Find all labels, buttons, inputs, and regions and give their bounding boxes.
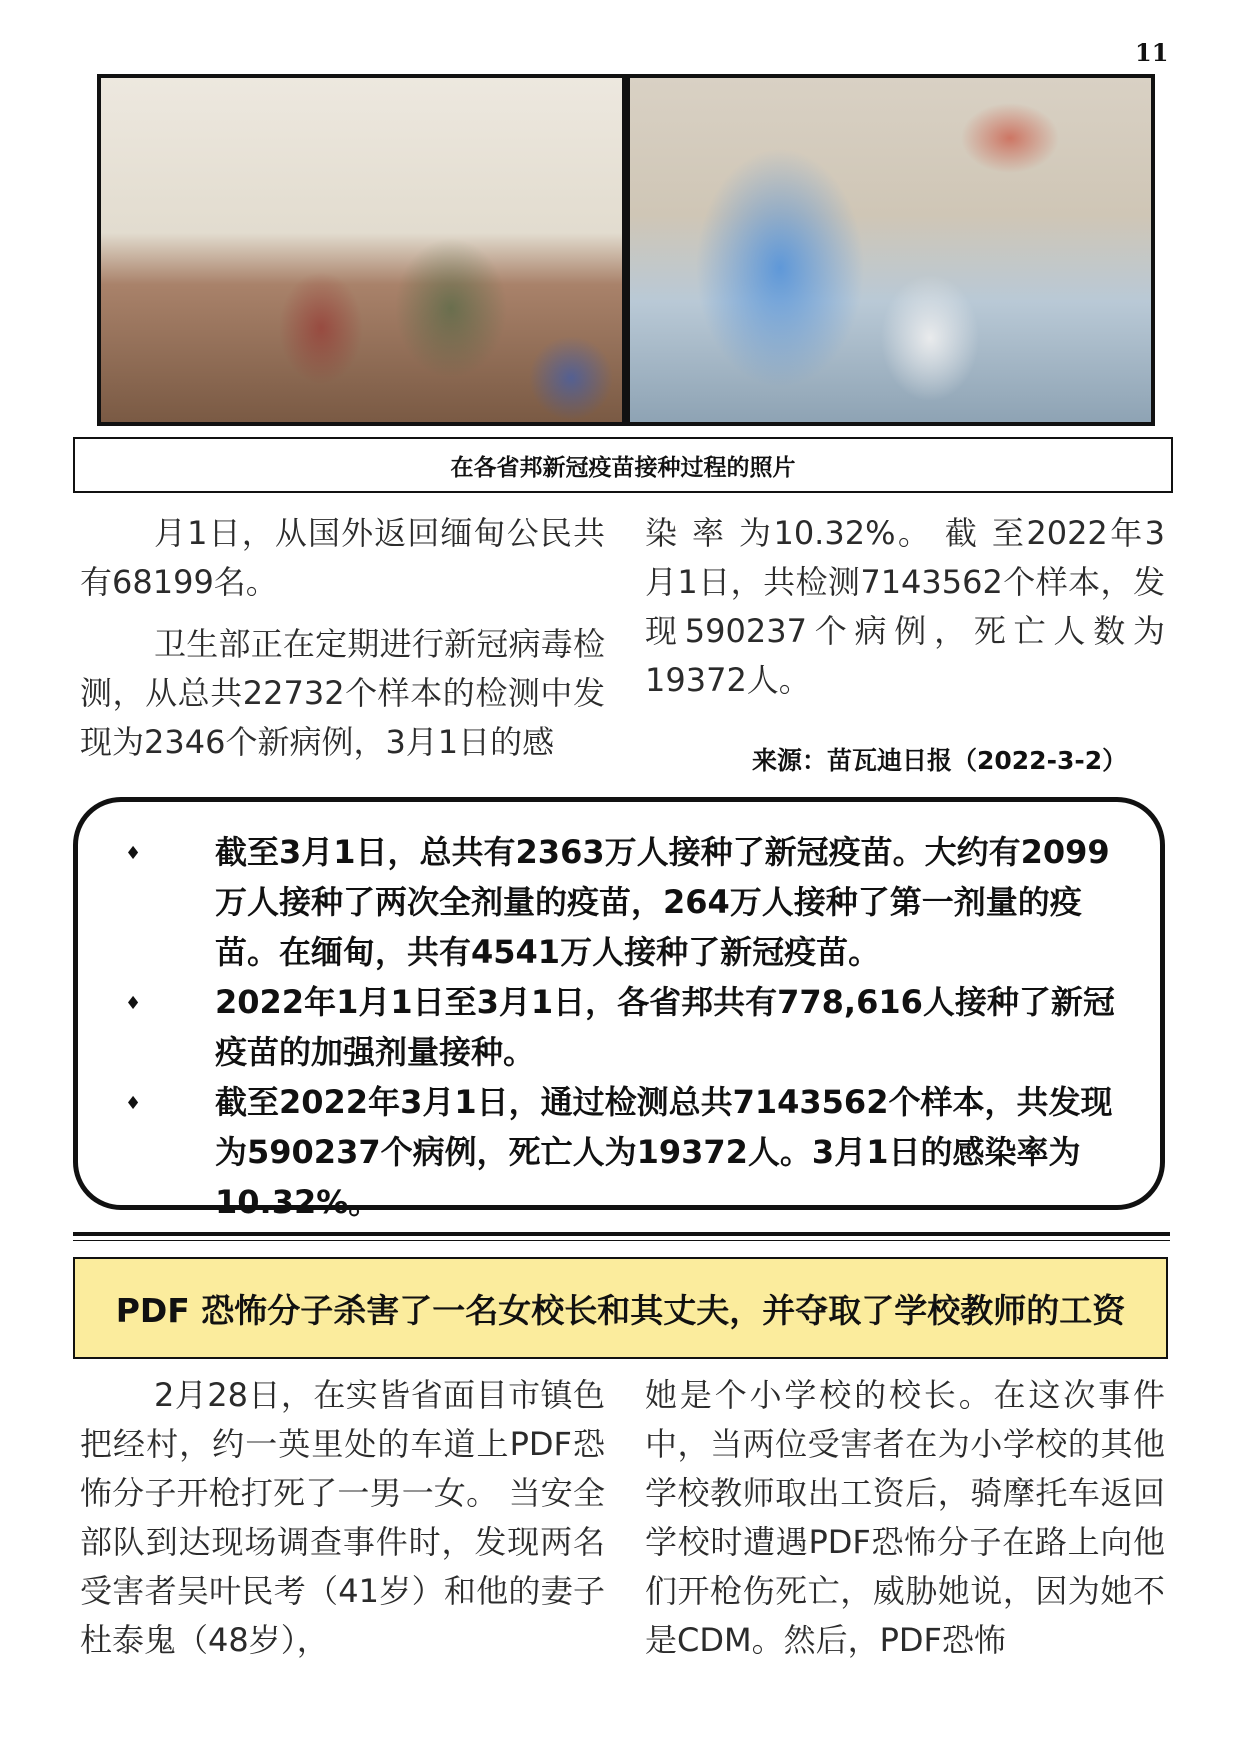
summary-item-text: 2022年1月1日至3月1日，各省邦共有778,616人接种了新冠疫苗的加强剂量接种。	[215, 983, 1115, 1071]
photo-strip	[97, 74, 1155, 426]
diamond-bullet-icon: ♦	[125, 993, 142, 1014]
summary-item	[98, 977, 1140, 1077]
article1-paragraph-3: 染 率 为10.32%。 截 至2022年3月1日，共检测7143562个样本，发现590237个病例，死亡人数为19372人。	[645, 514, 1165, 699]
summary-list	[98, 827, 1140, 1227]
summary-item	[98, 827, 1140, 977]
article1-left-column	[80, 509, 605, 767]
photo-caption: 在各省邦新冠疫苗接种过程的照片	[73, 437, 1173, 493]
section-divider-thin	[73, 1240, 1170, 1241]
article2-paragraph-2: 她是个小学校的校长。在这次事件中，当两位受害者在为小学校的其他学校教师取出工资后，骑摩托车返回学校时遭遇PDF恐怖分子在路上向他们开枪伤死亡，威胁她说，因为她不是CDM。然后，PDF恐怖	[645, 1376, 1165, 1659]
diamond-bullet-icon: ♦	[125, 1093, 142, 1114]
summary-item	[98, 1077, 1140, 1227]
page-number: 11	[1135, 38, 1169, 67]
vaccination-photo-right	[630, 78, 1151, 422]
article2-right-column	[645, 1371, 1165, 1665]
article1-paragraph-1: 月1日，从国外返回缅甸公民共有68199名。	[80, 514, 605, 601]
section-divider	[73, 1232, 1170, 1236]
diamond-bullet-icon: ♦	[125, 843, 142, 864]
article2-left-column	[80, 1371, 605, 1665]
article2-headline: PDF 恐怖分子杀害了一名女校长和其丈夫，并夺取了学校教师的工资	[73, 1257, 1168, 1359]
vaccination-photo-left	[101, 78, 622, 422]
article2-paragraph-1: 2月28日，在实皆省面目市镇色把经村，约一英里处的车道上PDF恐怖分子开枪打死了一男一女。 当安全部队到达现场调查事件时，发现两名受害者吴叶民考（41岁）和他的妻子杜泰鬼（48岁），	[80, 1376, 605, 1659]
photo-divider	[622, 78, 630, 422]
article1-right-column	[645, 509, 1165, 705]
summary-item-text: 截至3月1日，总共有2363万人接种了新冠疫苗。大约有2099万人接种了两次全剂量的疫苗，264万人接种了第一剂量的疫苗。在缅甸，共有4541万人接种了新冠疫苗。	[215, 833, 1110, 971]
summary-box	[73, 797, 1165, 1221]
article1-paragraph-2: 卫生部正在定期进行新冠病毒检测，从总共22732个样本的检测中发现为2346个新病例，3月1日的感	[80, 625, 605, 761]
summary-item-text: 截至2022年3月1日，通过检测总共7143562个样本，共发现为590237个病例，死亡人为19372人。3月1日的感染率为10.32%。	[215, 1083, 1113, 1221]
article1-source: 来源：苗瓦迪日报（2022-3-2）	[752, 746, 1128, 775]
